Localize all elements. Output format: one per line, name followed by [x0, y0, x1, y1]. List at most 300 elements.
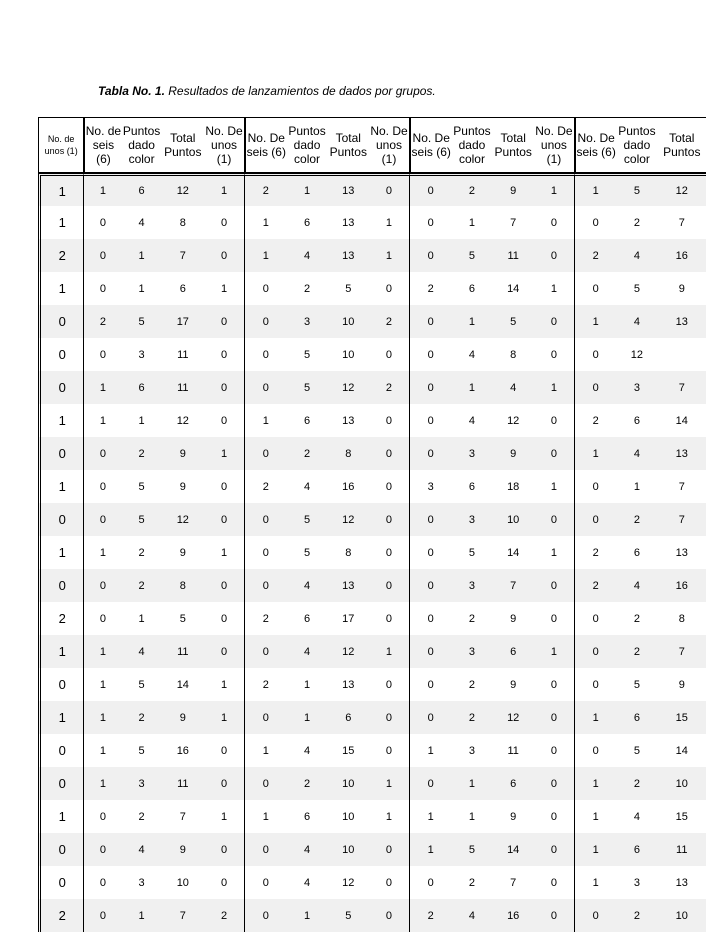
table-cell: 10	[493, 503, 534, 536]
table-cell: 15	[675, 810, 688, 823]
table-cell: 0	[410, 371, 451, 404]
table-cell: 10	[658, 767, 706, 800]
caption-text: Resultados de lanzamientos de dados por grupos.	[164, 84, 436, 98]
table-cell: 2	[427, 282, 434, 295]
table-cell: 13	[328, 569, 369, 602]
table-cell: 3	[286, 305, 327, 338]
table-cell: 5	[633, 744, 640, 757]
table-cell: 0	[99, 810, 106, 823]
table-cell: 0	[204, 767, 245, 800]
table-cell: 2	[262, 678, 269, 691]
row-first-cell: 0	[38, 866, 84, 899]
column-header: No. de seis (6)	[84, 117, 121, 173]
table-cell: 11	[658, 833, 706, 866]
table-cell: 4	[138, 216, 145, 229]
table-cell: 4	[616, 437, 657, 470]
results-table	[38, 117, 706, 932]
table-cell: 0	[410, 701, 451, 734]
table-cell: 2	[84, 305, 121, 338]
table-cell: 0	[204, 404, 245, 437]
table-cell: 6	[468, 282, 476, 295]
table-cell: 1	[575, 437, 616, 470]
table-cell: 18	[507, 480, 520, 493]
table-row	[38, 635, 706, 668]
table-cell: 0	[534, 503, 575, 536]
table-cell: 0	[204, 734, 245, 767]
table-cell: 0	[369, 734, 410, 767]
table-cell: 0	[592, 282, 599, 295]
table-cell: 1	[99, 414, 106, 427]
table-cell: 4	[468, 414, 476, 427]
table-cell: 3	[451, 635, 492, 668]
table-cell: 0	[204, 305, 245, 338]
table-cell: 12	[658, 173, 706, 206]
table-cell: 13	[342, 414, 355, 427]
table-cell: 1	[369, 635, 410, 668]
table-row	[38, 305, 706, 338]
table-cell: 0	[262, 348, 269, 361]
table-cell: 12	[176, 414, 189, 427]
table-row	[38, 767, 706, 800]
table-cell: 0	[534, 338, 575, 371]
table-cell: 1	[262, 216, 269, 229]
table-cell: 12	[162, 503, 204, 536]
table-cell: 0	[427, 414, 434, 427]
table-cell: 1	[369, 767, 410, 800]
table-cell: 4	[493, 371, 534, 404]
table-cell: 5	[138, 744, 145, 757]
table-cell: 14	[675, 414, 688, 427]
table-cell: 1	[99, 678, 106, 691]
table-cell: 6	[493, 635, 534, 668]
table-cell: 7	[162, 239, 204, 272]
table-cell: 16	[658, 569, 706, 602]
table-cell: 1	[262, 744, 269, 757]
table-cell: 1	[204, 800, 245, 833]
table-row	[38, 272, 706, 305]
table-cell: 2	[410, 899, 451, 932]
table-cell: 4	[286, 569, 327, 602]
table-cell: 1	[534, 371, 575, 404]
table-cell: 0	[245, 503, 286, 536]
table-cell: 1	[575, 767, 616, 800]
table-cell: 1	[575, 701, 616, 734]
table-cell: 2	[286, 437, 327, 470]
table-cell: 5	[121, 503, 161, 536]
table-cell: 1	[468, 216, 476, 229]
table-cell: 7	[678, 480, 685, 493]
table-cell: 1	[286, 173, 327, 206]
table-row	[38, 437, 706, 470]
table-cell: 2	[468, 876, 476, 889]
column-header: No. De unos (1)	[204, 117, 245, 173]
table-cell: 0	[369, 833, 410, 866]
table-cell: 2	[286, 767, 327, 800]
table-cell: 4	[616, 239, 657, 272]
table-cell: 5	[179, 612, 186, 625]
row-first-cell: 1	[38, 173, 84, 206]
table-cell: 0	[427, 216, 434, 229]
table-cell: 1	[84, 371, 121, 404]
row-first-cell: 1	[38, 404, 84, 437]
table-cell: 0	[245, 635, 286, 668]
table-row	[38, 734, 706, 767]
table-cell: 1	[534, 635, 575, 668]
table-cell: 2	[138, 810, 145, 823]
table-row	[38, 800, 706, 833]
table-cell: 0	[262, 546, 269, 559]
table-cell: 0	[427, 876, 434, 889]
row-first-cell: 0	[38, 371, 84, 404]
table-cell: 12	[342, 876, 355, 889]
table-cell: 0	[534, 569, 575, 602]
table-cell: 4	[468, 348, 476, 361]
table-cell: 1	[592, 810, 599, 823]
table-cell: 8	[162, 569, 204, 602]
table-cell: 3	[633, 876, 640, 889]
table-cell: 0	[592, 612, 599, 625]
table-cell: 2	[451, 173, 492, 206]
table-row	[38, 503, 706, 536]
table-cell: 14	[507, 282, 520, 295]
table-cell: 0	[534, 800, 575, 833]
table-cell: 1	[204, 668, 245, 701]
table-cell: 1	[245, 239, 286, 272]
table-cell: 5	[633, 282, 640, 295]
table-cell: 8	[678, 612, 685, 625]
table-cell: 7	[162, 899, 204, 932]
table-cell: 5	[451, 833, 492, 866]
table-cell: 3	[138, 876, 145, 889]
table-cell: 3	[427, 480, 434, 493]
table-cell: 1	[427, 744, 434, 757]
table-cell: 0	[84, 437, 121, 470]
table-cell: 9	[493, 173, 534, 206]
table-cell: 0	[245, 437, 286, 470]
table-cell: 6	[468, 480, 476, 493]
table-cell: 0	[369, 701, 410, 734]
table-cell: 0	[84, 569, 121, 602]
table-cell: 9	[162, 701, 204, 734]
table-cell: 7	[510, 876, 517, 889]
table-cell: 0	[245, 371, 286, 404]
table-cell: 1	[534, 536, 575, 569]
table-cell: 1	[369, 239, 410, 272]
table-cell: 1	[534, 272, 575, 305]
table-cell: 2	[369, 371, 410, 404]
table-cell: 0	[534, 668, 575, 701]
table-cell: 1	[262, 414, 269, 427]
table-cell: 16	[493, 899, 534, 932]
table-cell: 0	[204, 866, 245, 899]
table-cell: 0	[369, 404, 410, 437]
table-cell: 4	[303, 744, 311, 757]
table-cell: 9	[162, 833, 204, 866]
table-cell: 3	[616, 371, 657, 404]
table-cell: 1	[534, 470, 575, 503]
table-cell: 13	[675, 546, 688, 559]
table-cell: 1	[121, 239, 161, 272]
table-cell: 6	[616, 833, 657, 866]
row-first-cell: 0	[38, 668, 84, 701]
table-cell: 12	[328, 635, 369, 668]
row-first-cell: 0	[38, 437, 84, 470]
row-first-cell: 1	[38, 470, 84, 503]
table-cell: 0	[204, 206, 245, 239]
table-cell: 11	[493, 239, 534, 272]
table-cell: 13	[675, 876, 688, 889]
row-first-cell: 0	[38, 833, 84, 866]
table-cell: 14	[493, 833, 534, 866]
table-cell: 1	[84, 701, 121, 734]
table-cell: 1	[99, 744, 106, 757]
table-cell: 11	[162, 371, 204, 404]
row-first-cell: 0	[38, 503, 84, 536]
table-cell: 0	[410, 437, 451, 470]
row-first-cell: 1	[38, 800, 84, 833]
table-row	[38, 668, 706, 701]
table-cell: 14	[507, 546, 520, 559]
row-first-cell: 0	[38, 338, 84, 371]
table-cell: 5	[286, 371, 327, 404]
table-cell: 4	[616, 305, 657, 338]
table-cell: 0	[410, 239, 451, 272]
table-cell: 0	[410, 767, 451, 800]
table-cell: 0	[245, 833, 286, 866]
table-row	[38, 404, 706, 437]
table-row	[38, 239, 706, 272]
table-cell: 0	[592, 744, 599, 757]
table-cell: 0	[245, 701, 286, 734]
table-cell: 7	[658, 635, 706, 668]
table-cell: 2	[616, 635, 657, 668]
table-row	[38, 470, 706, 503]
table-cell: 0	[99, 282, 106, 295]
row-first-cell: 1	[38, 701, 84, 734]
table-cell: 0	[410, 173, 451, 206]
table-cell: 6	[328, 701, 369, 734]
table-cell: 0	[84, 833, 121, 866]
table-cell: 0	[534, 701, 575, 734]
table-cell: 16	[176, 744, 189, 757]
table-cell: 6	[616, 701, 657, 734]
table-cell: 5	[303, 546, 311, 559]
table-cell: 2	[592, 414, 599, 427]
table-cell: 2	[592, 546, 599, 559]
table-cell: 2	[468, 678, 476, 691]
table-cell: 5	[633, 678, 640, 691]
table-cell: 1	[427, 810, 434, 823]
table-cell: 0	[99, 480, 106, 493]
table-cell: 9	[162, 437, 204, 470]
table-cell: 7	[678, 216, 685, 229]
table-cell: 0	[99, 216, 106, 229]
table-cell: 1	[369, 800, 410, 833]
table-cell: 0	[84, 503, 121, 536]
table-cell: 3	[121, 767, 161, 800]
table-cell: 2	[262, 480, 269, 493]
table-cell: 5	[121, 305, 161, 338]
table-cell: 0	[592, 678, 599, 691]
table-cell: 2	[575, 569, 616, 602]
table-cell: 0	[575, 635, 616, 668]
table-cell: 0	[369, 602, 410, 635]
table-cell: 4	[121, 635, 161, 668]
table-cell: 0	[592, 480, 599, 493]
table-cell: 13	[658, 305, 706, 338]
column-header: No. De unos (1)	[534, 117, 575, 173]
table-cell: 6	[303, 216, 311, 229]
table-cell: 0	[204, 503, 245, 536]
table-row	[38, 701, 706, 734]
table-cell: 0	[410, 305, 451, 338]
table-cell: 1	[138, 414, 145, 427]
column-header: No. De unos (1)	[369, 117, 410, 173]
table-cell: 0	[204, 371, 245, 404]
table-cell: 0	[534, 206, 575, 239]
table-cell: 7	[658, 503, 706, 536]
table-cell: 1	[84, 635, 121, 668]
table-cell: 0	[575, 899, 616, 932]
table-cell: 1	[204, 272, 245, 305]
column-header: Total Puntos	[493, 117, 534, 173]
table-cell: 5	[328, 899, 369, 932]
table-cell: 0	[410, 569, 451, 602]
table-cell: 2	[575, 239, 616, 272]
table-cell: 0	[204, 470, 245, 503]
table-row	[38, 569, 706, 602]
table-cell: 6	[493, 767, 534, 800]
table-cell: 13	[328, 239, 369, 272]
table-cell: 5	[468, 546, 476, 559]
table-cell: 12	[328, 371, 369, 404]
table-cell: 0	[99, 348, 106, 361]
table-cell: 17	[342, 612, 355, 625]
table-row	[38, 173, 706, 206]
table-cell: 14	[176, 678, 189, 691]
table-cell: 13	[342, 216, 355, 229]
table-cell: 14	[675, 744, 688, 757]
table-cell: 0	[369, 470, 410, 503]
table-cell: 8	[345, 546, 352, 559]
row-first-cell: 1	[38, 206, 84, 239]
table-cell: 2	[369, 305, 410, 338]
column-header: Total Puntos	[658, 117, 706, 173]
table-cell: 1	[204, 437, 245, 470]
table-cell: 2	[468, 612, 476, 625]
table-cell: 1	[286, 701, 327, 734]
table-cell: 7	[658, 371, 706, 404]
table-cell: 0	[84, 899, 121, 932]
table-cell: 2	[121, 437, 161, 470]
table-cell: 8	[510, 348, 517, 361]
table-cell: 1	[138, 612, 145, 625]
table-cell: 1	[575, 173, 616, 206]
table-cell: 6	[633, 546, 640, 559]
table-cell: 11	[162, 635, 204, 668]
table-cell: 7	[179, 810, 186, 823]
table-cell: 13	[328, 173, 369, 206]
table-cell: 1	[534, 173, 575, 206]
table-cell: 1	[204, 701, 245, 734]
results-table-container	[38, 117, 706, 923]
row-first-cell: 2	[38, 239, 84, 272]
table-row	[38, 206, 706, 239]
table-cell: 11	[507, 744, 519, 757]
table-cell: 0	[99, 612, 106, 625]
table-cell: 9	[510, 810, 517, 823]
table-cell: 5	[345, 282, 352, 295]
table-cell: 2	[451, 701, 492, 734]
table-cell: 0	[427, 546, 434, 559]
table-cell: 9	[179, 480, 186, 493]
row-first-cell: 2	[38, 899, 84, 932]
table-cell: 2	[616, 767, 657, 800]
table-cell: 3	[468, 744, 476, 757]
table-header-row	[38, 117, 706, 173]
table-cell: 10	[328, 305, 369, 338]
table-cell: 16	[658, 239, 706, 272]
table-cell: 16	[342, 480, 355, 493]
column-header: Total Puntos	[328, 117, 369, 173]
table-cell: 6	[179, 282, 186, 295]
table-cell: 0	[427, 612, 434, 625]
table-cell: 0	[369, 173, 410, 206]
table-cell: 0	[369, 338, 410, 371]
table-cell: 1	[99, 546, 106, 559]
table-cell: 0	[369, 899, 410, 932]
table-cell: 0	[534, 767, 575, 800]
table-cell: 1	[84, 767, 121, 800]
table-cell: 2	[204, 899, 245, 932]
table-row	[38, 866, 706, 899]
table-cell: 1	[204, 173, 245, 206]
row-first-cell: 1	[38, 536, 84, 569]
row-first-cell: 0	[38, 305, 84, 338]
table-cell: 1	[262, 810, 269, 823]
column-header: Puntos dado color	[451, 117, 492, 173]
table-cell: 6	[303, 414, 311, 427]
table-row	[38, 899, 706, 932]
table-cell: 4	[633, 810, 640, 823]
table-cell: 4	[121, 833, 161, 866]
table-cell: 2	[633, 216, 640, 229]
column-header: No. De seis (6)	[410, 117, 451, 173]
table-cell: 10	[328, 833, 369, 866]
table-cell: 10	[342, 348, 355, 361]
table-row	[38, 833, 706, 866]
table-cell: 6	[303, 612, 311, 625]
table-cell: 6	[303, 810, 311, 823]
table-cell: 3	[451, 569, 492, 602]
table-cell: 9	[493, 437, 534, 470]
table-cell: 8	[328, 437, 369, 470]
table-cell: 9	[510, 678, 517, 691]
table-row	[38, 536, 706, 569]
table-cell: 0	[204, 602, 245, 635]
table-cell: 5	[138, 480, 145, 493]
table-cell: 12	[328, 503, 369, 536]
table-cell: 6	[121, 173, 161, 206]
table-cell: 15	[342, 744, 355, 757]
table-cell: 0	[204, 635, 245, 668]
table-row	[38, 602, 706, 635]
table-cell: 0	[99, 876, 106, 889]
column-header: Puntos dado color	[121, 117, 161, 173]
table-cell: 12	[493, 701, 534, 734]
table-cell: 0	[84, 239, 121, 272]
table-cell: 5	[493, 305, 534, 338]
